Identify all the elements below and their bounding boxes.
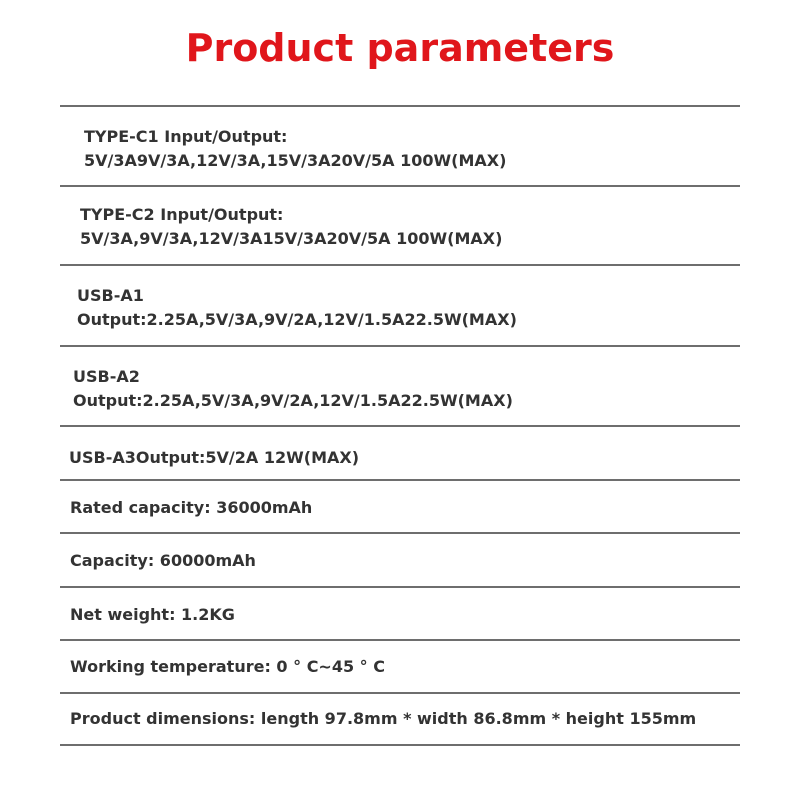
param-net-weight-text: Net weight: 1.2KG [70,605,235,624]
param-working-temperature-text: Working temperature: 0 ° C~45 ° C [70,657,385,676]
divider [60,264,740,266]
param-type-c2 [80,203,502,251]
param-usb-a2-value: Output:2.25A,5V/3A,9V/2A,12V/1.5A22.5W(MAX) [73,391,513,410]
divider [60,586,740,588]
divider [60,532,740,534]
param-capacity [70,549,256,573]
page-title: Product parameters [185,26,615,70]
param-usb-a1-label: USB-A1 [77,286,144,305]
divider [60,744,740,746]
param-usb-a1-value: Output:2.25A,5V/3A,9V/2A,12V/1.5A22.5W(MAX) [77,310,517,329]
param-capacity-text: Capacity: 60000mAh [70,551,256,570]
divider [60,105,740,107]
param-type-c1-value: 5V/3A9V/3A,12V/3A,15V/3A20V/5A 100W(MAX) [84,151,507,170]
param-net-weight [70,603,235,627]
param-product-dimensions [70,707,696,731]
param-working-temperature [70,655,385,679]
param-usb-a3-text: USB-A3Output:5V/2A 12W(MAX) [69,448,360,467]
divider [60,185,740,187]
param-type-c1 [84,125,506,173]
param-rated-capacity [70,496,312,520]
param-product-dimensions-text: Product dimensions: length 97.8mm * width 86.8mm * height 155mm [70,709,697,728]
param-type-c1-label: TYPE-C1 Input/Output: [84,127,288,146]
divider [60,345,740,347]
param-type-c2-label: TYPE-C2 Input/Output: [80,205,284,224]
divider [60,425,740,427]
divider [60,692,740,694]
param-rated-capacity-text: Rated capacity: 36000mAh [70,498,313,517]
param-usb-a3 [69,446,359,470]
divider [60,479,740,481]
param-usb-a2 [73,365,513,413]
param-type-c2-value: 5V/3A,9V/3A,12V/3A15V/3A20V/5A 100W(MAX) [80,229,503,248]
param-usb-a1 [77,284,517,332]
divider [60,639,740,641]
param-usb-a2-label: USB-A2 [73,367,140,386]
